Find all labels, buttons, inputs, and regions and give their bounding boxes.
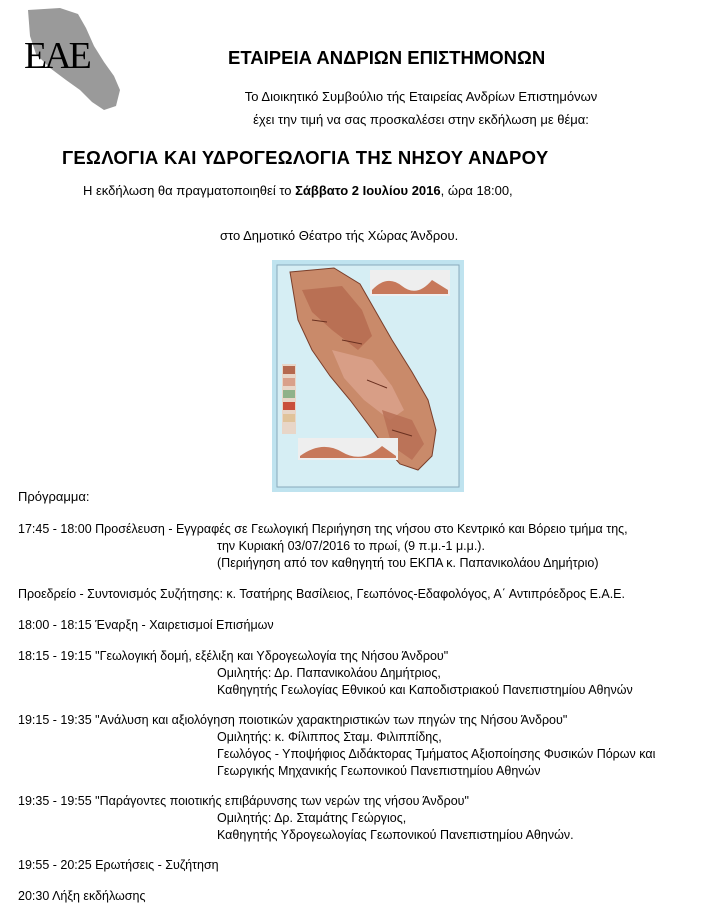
program-talk-1-affiliation: Καθηγητής Γεωλογίας Εθνικού και Καποδιστριακού Πανεπιστημίου Αθηνών [217, 683, 633, 697]
program-talk-2-speaker: Ομιλητής: κ. Φίλιππος Σταμ. Φιλιππίδης, [217, 730, 442, 744]
organization-name: ΕΤΑΙΡΕΙΑ ΑΝΔΡΙΩΝ ΕΠΙΣΤΗΜΟΝΩΝ [228, 47, 546, 68]
geological-map-image [272, 260, 464, 492]
program-title: Πρόγραμμα: [18, 489, 90, 504]
intro-line-1: Το Διοικητικό Συμβούλιο τής Εταιρείας Ανδρίων Επιστημόνων [244, 89, 598, 104]
program-chair: Προεδρείο - Συντονισμός Συζήτησης: κ. Τσατήρης Βασίλειος, Γεωπόνος-Εδαφολόγος, Α΄ Αντιπρόεδρος Ε.Α.Ε. [18, 587, 625, 601]
when-date: Σάββατο 2 Ιουλίου 2016 [295, 183, 441, 198]
logo-letters: EAE [24, 35, 89, 77]
when-suffix: , ώρα 18:00, [440, 183, 513, 198]
geological-map [272, 260, 464, 492]
program-opening: 18:00 - 18:15 Έναρξη - Χαιρετισμοί Επισήμων [18, 618, 274, 632]
program-talk-3-affiliation: Καθηγητής Υδρογεωλογίας Γεωπονικού Πανεπιστημίου Αθηνών. [217, 828, 574, 842]
program-excursion-guide: (Περιήγηση από τον καθηγητή του ΕΚΠΑ κ. Παπανικολάου Δημήτριο) [217, 556, 599, 570]
when-prefix: Η εκδήλωση θα πραγματοποιηθεί το [83, 183, 296, 198]
event-venue: στο Δημοτικό Θέατρο τής Χώρας Άνδρου. [220, 228, 459, 243]
program-talk-2-affiliation-2: Γεωργικής Μηχανικής Γεωπονικού Πανεπιστημίου Αθηνών [217, 764, 541, 778]
program-excursion-date: την Κυριακή 03/07/2016 το πρωί, (9 π.μ.-1 μ.μ.). [217, 539, 485, 553]
intro-line-2: έχει την τιμή να σας προσκαλέσει στην εκδήλωση με θέμα: [253, 112, 589, 127]
program-talk-3-speaker: Ομιλητής: Δρ. Σταμάτης Γεώργιος, [217, 811, 407, 825]
program-talk-3-title: 19:35 - 19:55 "Παράγοντες ποιοτικής επιβάρυνσης των νερών της νήσου Άνδρου" [18, 794, 469, 808]
program-talk-1-title: 18:15 - 19:15 "Γεωλογική δομή, εξέλιξη και Υδρογεωλογία της Νήσου Άνδρου" [18, 649, 449, 663]
program-closing: 20:30 Λήξη εκδήλωσης [18, 889, 146, 903]
program-talk-2-affiliation-1: Γεωλόγος - Υποψήφιος Διδάκτορας Τμήματος Αξιοποίησης Φυσικών Πόρων και [217, 747, 656, 761]
event-when [83, 183, 513, 198]
program-talk-2-title: 19:15 - 19:35 "Ανάλυση και αξιολόγηση ποιοτικών χαρακτηριστικών των πηγών της Νήσου Άνδρου" [18, 713, 568, 727]
program-questions: 19:55 - 20:25 Ερωτήσεις - Συζήτηση [18, 858, 219, 872]
program-excursion: 17:45 - 18:00 Προσέλευση - Εγγραφές σε Γεωλογική Περιήγηση της νήσου στο Κεντρικό και Βόρειο τμήμα της, [18, 522, 628, 536]
event-subject: ΓΕΩΛΟΓΙΑ ΚΑΙ ΥΔΡΟΓΕΩΛΟΓΙΑ ΤΗΣ ΝΗΣΟΥ ΑΝΔΡΟΥ [62, 147, 549, 168]
program-talk-1-speaker: Ομιλητής: Δρ. Παπανικολάου Δημήτριος, [217, 666, 441, 680]
